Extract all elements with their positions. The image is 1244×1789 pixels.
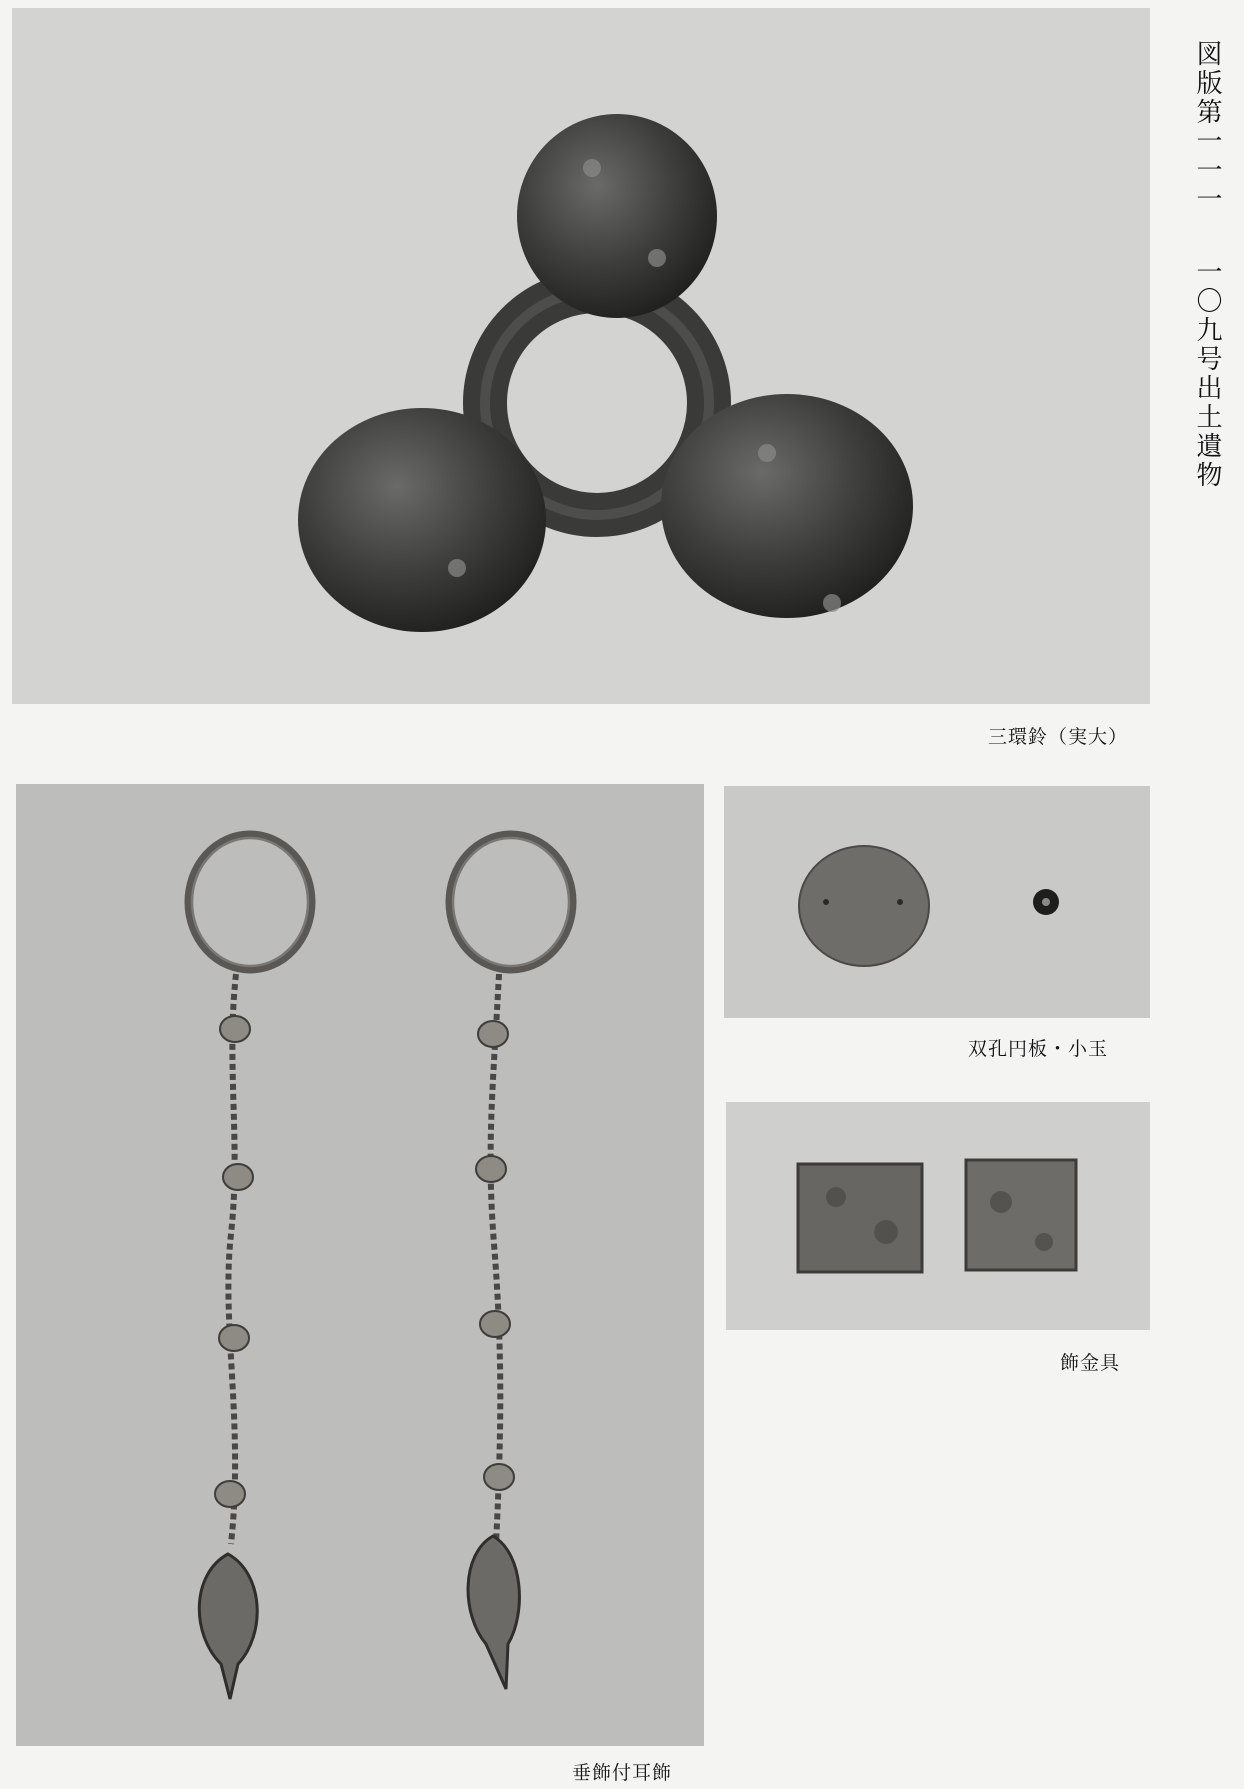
plate-subject: 一〇九号出土遺物 bbox=[1192, 258, 1222, 490]
earring-right-hoop bbox=[449, 834, 573, 970]
caption-metal-fittings: 飾金具 bbox=[1060, 1352, 1121, 1374]
photo-metal-fittings bbox=[726, 1102, 1150, 1330]
bell-top bbox=[517, 114, 717, 318]
two-hole-disc bbox=[799, 846, 929, 966]
photo-three-ring-bell bbox=[12, 8, 1150, 704]
caption-disc-and-bead: 双孔円板・小玉 bbox=[968, 1038, 1109, 1060]
bell-right bbox=[661, 394, 913, 618]
bell-left bbox=[298, 408, 546, 632]
metal-fittings-illustration bbox=[726, 1102, 1150, 1330]
fitting-right bbox=[966, 1160, 1076, 1270]
earring-right-pendant bbox=[468, 1536, 519, 1689]
plate-number: 図版第一一一 bbox=[1192, 40, 1222, 214]
three-ring-bell-illustration bbox=[12, 8, 1150, 704]
caption-three-ring-bell: 三環鈴（実大） bbox=[988, 726, 1129, 748]
fitting-left bbox=[798, 1164, 922, 1272]
disc-and-bead-illustration bbox=[724, 786, 1150, 1018]
earring-right-chain bbox=[491, 974, 501, 1544]
pendant-earrings-illustration bbox=[16, 784, 704, 1746]
caption-pendant-earrings: 垂飾付耳飾 bbox=[572, 1762, 673, 1784]
earring-left-hoop bbox=[188, 834, 312, 970]
photo-disc-and-bead bbox=[724, 786, 1150, 1018]
photo-pendant-earrings bbox=[16, 784, 704, 1746]
earring-left-pendant bbox=[199, 1554, 257, 1699]
earring-left-chain bbox=[228, 974, 236, 1544]
